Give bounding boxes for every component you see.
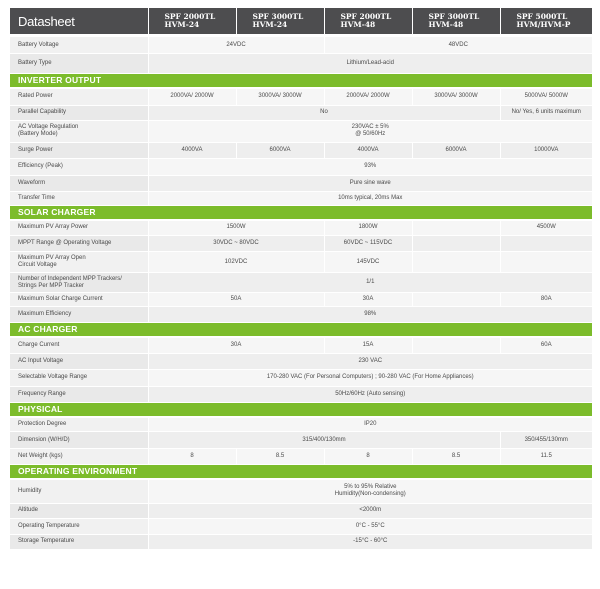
spec-label: Protection Degree	[10, 417, 148, 432]
spec-value: 50Hz/60Hz (Auto sensing)	[148, 386, 592, 402]
spec-value	[500, 252, 592, 273]
spec-label: Selectable Voltage Range	[10, 369, 148, 386]
spec-value: No	[148, 105, 500, 120]
spec-value: 15A	[324, 337, 412, 353]
spec-value: 230VAC ± 5% @ 50/60Hz	[148, 120, 592, 142]
spec-value: IP20	[148, 417, 592, 432]
spec-row	[10, 158, 592, 175]
spec-value: 4000VA	[324, 142, 412, 158]
spec-row	[10, 307, 592, 323]
spec-value: 93%	[148, 158, 592, 175]
spec-value: 30A	[324, 293, 412, 307]
spec-row	[10, 273, 592, 293]
spec-label: Maximum PV Array Open Circuit Voltage	[10, 252, 148, 273]
spec-body	[10, 36, 592, 550]
section-title: AC CHARGER	[10, 323, 592, 338]
spec-value	[412, 337, 500, 353]
spec-label: Charge Current	[10, 337, 148, 353]
spec-label: AC Input Voltage	[10, 353, 148, 369]
spec-row	[10, 353, 592, 369]
spec-value: 8.5	[236, 449, 324, 465]
spec-label: Maximum Efficiency	[10, 307, 148, 323]
spec-label: Storage Temperature	[10, 534, 148, 549]
section-header	[10, 205, 592, 220]
spec-value: 50A	[148, 293, 324, 307]
spec-label: Maximum Solar Charge Current	[10, 293, 148, 307]
spec-value: 315/400/130mm	[148, 432, 500, 449]
spec-row	[10, 293, 592, 307]
spec-row	[10, 337, 592, 353]
spec-row	[10, 432, 592, 449]
spec-value: 11.5	[500, 449, 592, 465]
spec-value: 102VDC	[148, 252, 324, 273]
spec-value: 10000VA	[500, 142, 592, 158]
spec-row	[10, 142, 592, 158]
model-header: SPF 3000TL HVM-24	[236, 8, 324, 36]
section-header	[10, 74, 592, 89]
section-header	[10, 402, 592, 417]
spec-value	[412, 293, 500, 307]
spec-value: 3000VA/ 3000W	[412, 88, 500, 105]
spec-value: 5000VA/ 5000W	[500, 88, 592, 105]
spec-value: 60VDC ~ 115VDC	[324, 236, 412, 252]
spec-label: Humidity	[10, 479, 148, 503]
spec-label: Altitude	[10, 503, 148, 518]
spec-row	[10, 36, 592, 54]
spec-value: Lithium/Lead-acid	[148, 54, 592, 74]
section-title: PHYSICAL	[10, 402, 592, 417]
spec-row	[10, 369, 592, 386]
spec-row	[10, 236, 592, 252]
datasheet	[10, 8, 592, 550]
spec-row	[10, 105, 592, 120]
section-header	[10, 323, 592, 338]
spec-value: 1/1	[148, 273, 592, 293]
spec-value	[412, 236, 500, 252]
spec-value: No/ Yes, 6 units maximum	[500, 105, 592, 120]
spec-value: 0°C - 55°C	[148, 518, 592, 534]
spec-value: 1500W	[148, 220, 324, 236]
spec-value: 24VDC	[148, 36, 324, 54]
spec-row	[10, 88, 592, 105]
spec-row	[10, 191, 592, 205]
spec-value: 4000VA	[148, 142, 236, 158]
spec-label: Net Weight (kgs)	[10, 449, 148, 465]
spec-value: 4500W	[500, 220, 592, 236]
spec-row	[10, 479, 592, 503]
spec-label: Battery Type	[10, 54, 148, 74]
spec-label: Rated Power	[10, 88, 148, 105]
spec-value: <2000m	[148, 503, 592, 518]
section-title: INVERTER OUTPUT	[10, 74, 592, 89]
spec-label: Parallel Capability	[10, 105, 148, 120]
spec-label: Frequency Range	[10, 386, 148, 402]
spec-value	[500, 236, 592, 252]
spec-label: Transfer Time	[10, 191, 148, 205]
spec-value: 170-280 VAC (For Personal Computers) ; 90-280 VAC (For Home Appliances)	[148, 369, 592, 386]
spec-value: 2000VA/ 2000W	[148, 88, 236, 105]
datasheet-title: Datasheet	[10, 8, 148, 36]
spec-value: 60A	[500, 337, 592, 353]
spec-value: 6000VA	[236, 142, 324, 158]
spec-value: 30A	[148, 337, 324, 353]
spec-value: 6000VA	[412, 142, 500, 158]
spec-value: 8	[324, 449, 412, 465]
spec-value: 8	[148, 449, 236, 465]
spec-value: 2000VA/ 2000W	[324, 88, 412, 105]
spec-table	[10, 8, 592, 550]
spec-row	[10, 175, 592, 191]
spec-value: 145VDC	[324, 252, 412, 273]
spec-label: Battery Voltage	[10, 36, 148, 54]
spec-row	[10, 417, 592, 432]
spec-row	[10, 503, 592, 518]
spec-row	[10, 220, 592, 236]
model-header: SPF 3000TL HVM-48	[412, 8, 500, 36]
spec-row	[10, 449, 592, 465]
spec-value: 30VDC ~ 80VDC	[148, 236, 324, 252]
spec-value: 350/455/130mm	[500, 432, 592, 449]
spec-label: Waveform	[10, 175, 148, 191]
spec-value: 3000VA/ 3000W	[236, 88, 324, 105]
spec-label: Dimension (W/H/D)	[10, 432, 148, 449]
spec-value: 1800W	[324, 220, 412, 236]
spec-label: Number of Independent MPP Trackers/ Strings Per MPP Tracker	[10, 273, 148, 293]
section-header	[10, 465, 592, 480]
section-title: SOLAR CHARGER	[10, 205, 592, 220]
model-header: SPF 5000TL HVM/HVM-P	[500, 8, 592, 36]
spec-value: 98%	[148, 307, 592, 323]
spec-row	[10, 386, 592, 402]
spec-value: Pure sine wave	[148, 175, 592, 191]
spec-row	[10, 54, 592, 74]
spec-value: 230 VAC	[148, 353, 592, 369]
model-header: SPF 2000TL HVM-24	[148, 8, 236, 36]
spec-label: MPPT Range @ Operating Voltage	[10, 236, 148, 252]
spec-label: Maximum PV Array Power	[10, 220, 148, 236]
spec-row	[10, 534, 592, 549]
spec-label: Surge Power	[10, 142, 148, 158]
model-header: SPF 2000TL HVM-48	[324, 8, 412, 36]
spec-label: Efficiency (Peak)	[10, 158, 148, 175]
spec-label: Operating Temperature	[10, 518, 148, 534]
spec-value: 5% to 95% Relative Humidity(Non-condensing)	[148, 479, 592, 503]
spec-value: 10ms typical, 20ms Max	[148, 191, 592, 205]
spec-row	[10, 120, 592, 142]
spec-value: 48VDC	[324, 36, 592, 54]
spec-value	[412, 220, 500, 236]
spec-label: AC Voltage Regulation (Battery Mode)	[10, 120, 148, 142]
spec-value: 80A	[500, 293, 592, 307]
header-row	[10, 8, 592, 36]
spec-row	[10, 252, 592, 273]
spec-row	[10, 518, 592, 534]
section-title: OPERATING ENVIRONMENT	[10, 465, 592, 480]
spec-value	[412, 252, 500, 273]
spec-value: 8.5	[412, 449, 500, 465]
spec-value: -15°C - 60°C	[148, 534, 592, 549]
